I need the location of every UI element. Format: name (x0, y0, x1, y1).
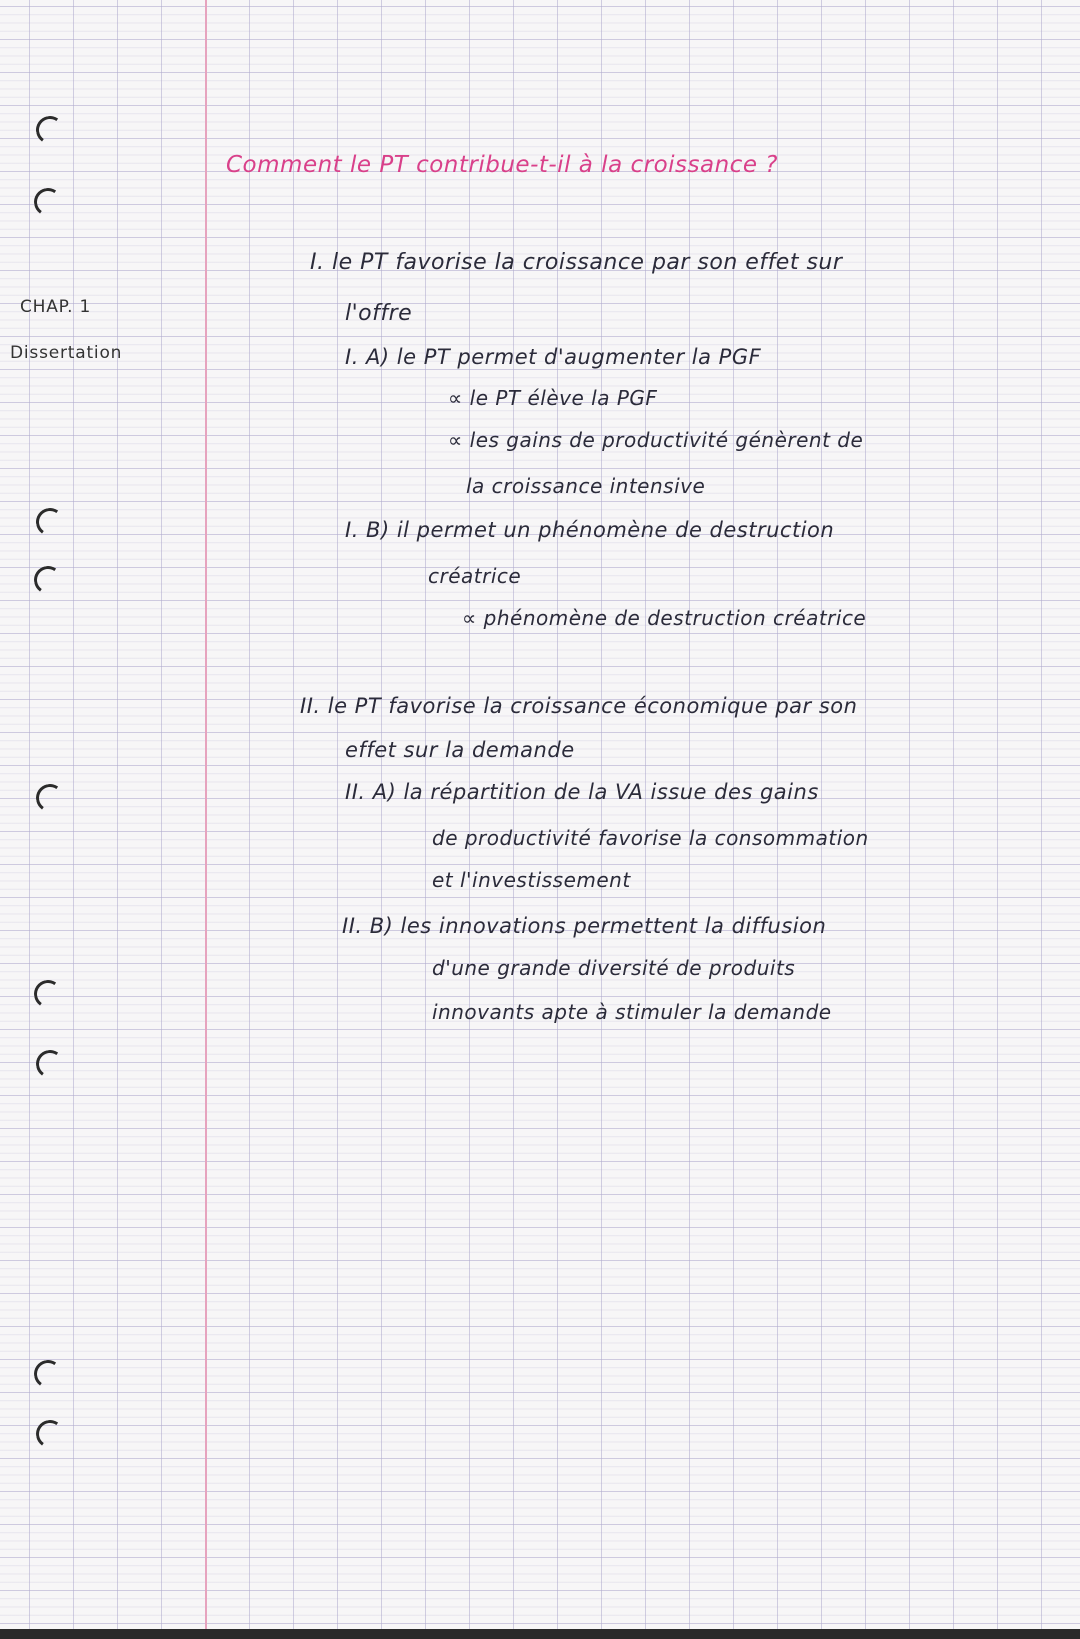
part1-title-line2: l'offre (345, 301, 413, 326)
page-bottom-edge (0, 1629, 1080, 1639)
binder-hole (34, 782, 66, 814)
binder-hole (34, 114, 66, 146)
part2a-line2: de productivité favorise la consommation (432, 826, 869, 850)
exercise-type-label: Dissertation (10, 343, 123, 363)
part1-title-line1: I. le PT favorise la croissance par son effet sur (310, 250, 843, 275)
binder-hole (32, 564, 64, 596)
part2b-line1: II. B) les innovations permettent la diffusion (342, 914, 827, 938)
part2a-line1: II. A) la répartition de la VA issue des gains (345, 780, 819, 804)
binder-hole (32, 186, 64, 218)
binder-hole (32, 1358, 64, 1390)
essay-question: Comment le PT contribue-t-il à la croissance ? (226, 152, 778, 178)
part2-title-line2: effet sur la demande (345, 738, 575, 762)
part1a-bullet-1: ∝ le PT élève la PGF (448, 386, 658, 410)
part1b-title-line1: I. B) il permet un phénomène de destruction (345, 518, 835, 542)
part1a-bullet-2-line2: la croissance intensive (466, 474, 706, 498)
part1a-title: I. A) le PT permet d'augmenter la PGF (345, 345, 762, 369)
part2b-line3: innovants apte à stimuler la demande (432, 1000, 832, 1024)
part1b-bullet-1: ∝ phénomène de destruction créatrice (462, 606, 867, 630)
chapter-label: CHAP. 1 (20, 297, 92, 317)
binder-hole (34, 506, 66, 538)
binder-hole (34, 1418, 66, 1450)
margin-line (205, 0, 207, 1639)
part2a-line3: et l'investissement (432, 868, 631, 892)
part1a-bullet-2-line1: ∝ les gains de productivité génèrent de (448, 428, 864, 452)
part1b-title-line2: créatrice (428, 564, 522, 588)
part2-title-line1: II. le PT favorise la croissance économique par son (300, 694, 858, 718)
binder-hole (32, 978, 64, 1010)
binder-hole (34, 1048, 66, 1080)
part2b-line2: d'une grande diversité de produits (432, 956, 796, 980)
